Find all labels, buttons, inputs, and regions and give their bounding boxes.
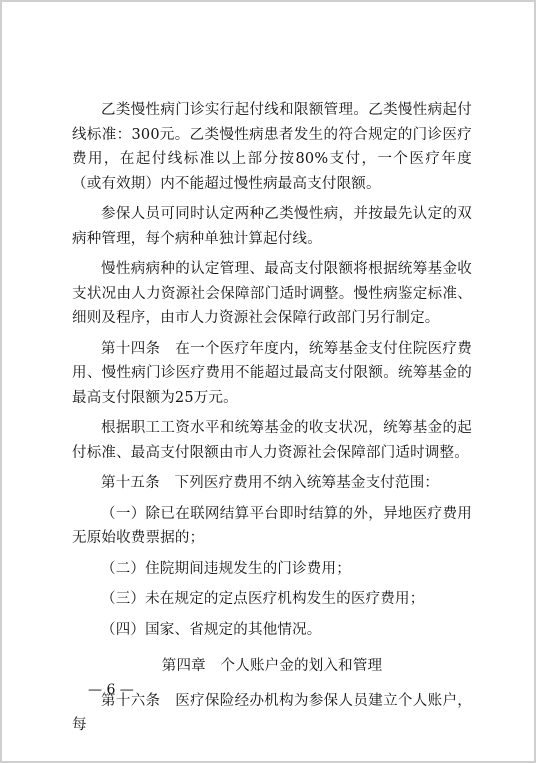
paragraph-adjustment: 根据职工工资水平和统筹基金的收支状况，统筹基金的起付标准、最高支付限额由市人力资源社会保障部门适时调整。 bbox=[72, 420, 472, 461]
paragraph-article-15: 第十五条 下列医疗费用不纳入统筹基金支付范围： bbox=[101, 475, 440, 491]
list-item-4: （四）国家、省规定的其他情况。 bbox=[101, 621, 322, 638]
document-body bbox=[72, 98, 472, 744]
paragraph-article-16: 第十六条 医疗保险经办机构为参保人员建立个人账户，每 bbox=[72, 692, 472, 733]
list-item-2: （二）住院期间违规发生的门诊费用； bbox=[101, 560, 351, 577]
page-number: — 6 — bbox=[88, 682, 134, 698]
list-item-3: （三）未在规定的定点医疗机构发生的医疗费用； bbox=[101, 591, 425, 607]
paragraph-chronic-outpatient: 乙类慢性病门诊实行起付线和限额管理。乙类慢性病起付线标准：300元。乙类慢性病患者发生的符合规定的门诊医疗费用，在起付线标准以上部分按80%支付，一个医疗年度（或有效期）内不能超过慢性病最高支付限额。 bbox=[72, 102, 472, 192]
paragraph-article-14: 第十四条 在一个医疗年度内，统筹基金支付住院医疗费用、慢性病门诊医疗费用不能超过最高支付限额。统筹基金的最高支付限额为25万元。 bbox=[72, 340, 472, 406]
chapter-heading: 第四章 个人账户金的划入和管理 bbox=[161, 658, 383, 674]
paragraph-dual-disease: 参保人员可同时认定两种乙类慢性病，并按最先认定的双病种管理，每个病种单独计算起付线。 bbox=[72, 206, 472, 247]
paragraph-disease-management: 慢性病病种的认定管理、最高支付限额将根据统筹基金收支状况由人力资源社会保障部门适时调整。慢性病鉴定标准、细则及程序，由市人力资源社会保障行政部门另行制定。 bbox=[72, 261, 472, 326]
list-item-1: （一）除已在联网结算平台即时结算的外，异地医疗费用无原始收费票据的； bbox=[72, 505, 472, 546]
